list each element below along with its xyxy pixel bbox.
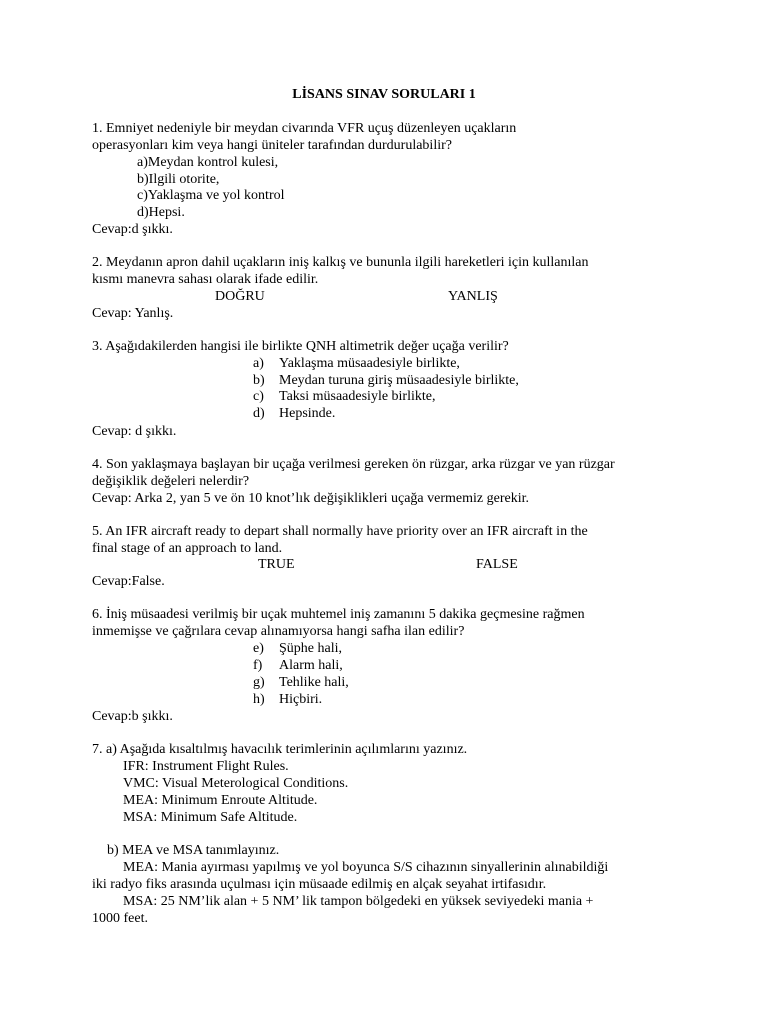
q2-false-label: YANLIŞ xyxy=(448,289,498,304)
q7-part-a: 7. a) Aşağıda kısaltılmış havacılık terimlerinin açılımlarını yazınız. xyxy=(92,742,468,757)
option-text: Yaklaşma müsaadesiyle birlikte, xyxy=(279,356,460,371)
q7-mea-line-1: MEA: Mania ayırması yapılmış ve yol boyunca S/S cihazının sinyallerinin alınabildiği xyxy=(123,860,609,875)
option-mark: h) xyxy=(253,692,265,707)
q7-term-vmc: VMC: Visual Meterological Conditions. xyxy=(123,776,349,791)
q6-option-g xyxy=(253,675,349,691)
q7-term-mea: MEA: Minimum Enroute Altitude. xyxy=(123,793,318,808)
q7-term-msa: MSA: Minimum Safe Altitude. xyxy=(123,810,298,825)
option-text: Tehlike hali, xyxy=(279,675,349,690)
option-text: Hepsinde. xyxy=(279,406,336,421)
q3-option-b xyxy=(253,373,519,389)
q4-text-line-2: değişiklik değeleri nelerdir? xyxy=(92,474,250,489)
q6-option-e xyxy=(253,641,342,657)
option-text: Taksi müsaadesiyle birlikte, xyxy=(279,389,436,404)
option-text: Alarm hali, xyxy=(279,658,343,673)
q6-text-line-1: 6. İniş müsaadesi verilmiş bir uçak muhtemel iniş zamanını 5 dakika geçmesine rağmen xyxy=(92,607,585,622)
q2-text-line-1: 2. Meydanın apron dahil uçakların iniş kalkış ve bununla ilgili hareketleri için kullanılan xyxy=(92,255,589,270)
q3-answer: Cevap: d şıkkı. xyxy=(92,424,177,439)
q7-term-ifr: IFR: Instrument Flight Rules. xyxy=(123,759,289,774)
q6-option-f xyxy=(253,658,343,674)
q4-answer: Cevap: Arka 2, yan 5 ve ön 10 knot’lık değişiklikleri uçağa vermemiz gerekir. xyxy=(92,491,529,506)
q5-false-label: FALSE xyxy=(476,557,518,572)
option-text: Hiçbiri. xyxy=(279,692,323,707)
q6-option-h xyxy=(253,692,322,708)
q5-text-line-2: final stage of an approach to land. xyxy=(92,541,283,556)
q6-answer: Cevap:b şıkkı. xyxy=(92,709,173,724)
q5-answer: Cevap:False. xyxy=(92,574,165,589)
q1-text-line-2: operasyonları kim veya hangi üniteler tarafından durdurulabilir? xyxy=(92,138,452,153)
option-mark: b) xyxy=(253,373,265,388)
option-mark: d) xyxy=(253,406,265,421)
q7-part-b: b) MEA ve MSA tanımlayınız. xyxy=(107,843,280,858)
q5-text-line-1: 5. An IFR aircraft ready to depart shall normally have priority over an IFR aircraft in the xyxy=(92,524,588,539)
q6-text-line-2: inmemişse ve çağrılara cevap alınamıyorsa hangi safha ilan edilir? xyxy=(92,624,465,639)
q3-option-d xyxy=(253,406,335,422)
option-mark: c) xyxy=(253,389,264,404)
q4-text-line-1: 4. Son yaklaşmaya başlayan bir uçağa verilmesi gereken ön rüzgar, arka rüzgar ve yan rüzgar xyxy=(92,457,615,472)
q1-text-line-1: 1. Emniyet nedeniyle bir meydan civarında VFR uçuş düzenleyen uçakların xyxy=(92,121,517,136)
q7-msa-line-1: MSA: 25 NM’lik alan + 5 NM’ lik tampon bölgedeki en yüksek seviyedeki mania + xyxy=(123,894,594,909)
q2-true-label: DOĞRU xyxy=(215,289,265,304)
option-mark: a) xyxy=(253,356,264,371)
q7-mea-line-2: iki radyo fiks arasında uçulması için müsaade edilmiş en alçak seyahat irtifasıdır. xyxy=(92,877,547,892)
q3-option-a xyxy=(253,356,460,372)
page-title: LİSANS SINAV SORULARI 1 xyxy=(292,87,476,102)
q2-answer: Cevap: Yanlış. xyxy=(92,306,174,321)
option-mark: f) xyxy=(253,658,263,673)
q3-option-c xyxy=(253,389,435,405)
option-mark: e) xyxy=(253,641,264,656)
q7-msa-line-2: 1000 feet. xyxy=(92,911,148,926)
q1-option-a: a)Meydan kontrol kulesi, xyxy=(137,155,279,170)
q1-answer: Cevap:d şıkkı. xyxy=(92,222,173,237)
option-text: Şüphe hali, xyxy=(279,641,342,656)
q2-text-line-2: kısmı manevra sahası olarak ifade edilir. xyxy=(92,272,319,287)
q1-option-c: c)Yaklaşma ve yol kontrol xyxy=(137,188,285,203)
q1-option-b: b)Ilgili otorite, xyxy=(137,172,220,187)
q1-option-d: d)Hepsi. xyxy=(137,205,185,220)
option-text: Meydan turuna giriş müsaadesiyle birlikte, xyxy=(279,373,519,388)
option-mark: g) xyxy=(253,675,265,690)
q5-true-label: TRUE xyxy=(258,557,295,572)
q3-text: 3. Aşağıdakilerden hangisi ile birlikte QNH altimetrik değer uçağa verilir? xyxy=(92,339,509,354)
